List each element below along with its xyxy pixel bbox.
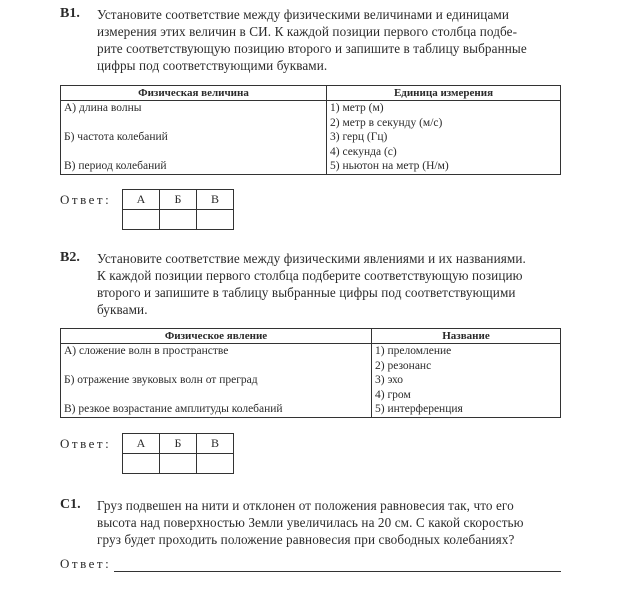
right-item: 1) преломление <box>375 345 452 357</box>
matching-table-b2 <box>60 328 561 418</box>
left-item: Б) частота колебаний <box>64 131 168 143</box>
answer-label-b1: Ответ: <box>60 192 112 207</box>
answer-label-b2: Ответ: <box>60 436 112 451</box>
answer-letter: В <box>197 434 234 454</box>
column-header: Название <box>372 329 561 344</box>
right-item: 1) метр (м) <box>330 102 384 114</box>
right-column-cell <box>327 101 561 175</box>
column-header: Единица измерения <box>327 86 561 101</box>
answer-grid-b1 <box>122 189 234 230</box>
right-item: 3) герц (Гц) <box>330 131 388 143</box>
answer-letter: В <box>197 190 234 210</box>
answer-line-c1[interactable] <box>114 571 561 572</box>
right-column-cell <box>372 344 561 418</box>
right-item: 2) резонанс <box>375 359 432 372</box>
answer-input-cell[interactable] <box>197 210 234 230</box>
question-number-b1: В1. <box>60 6 80 21</box>
left-item: В) резкое возрастание амплитуды колебаний <box>64 403 283 415</box>
left-item <box>64 388 368 403</box>
question-text-line: цифры под соответствующими буквами. <box>97 58 328 73</box>
question-text-b1 <box>97 6 577 74</box>
question-text-line: второго и запишите в таблицу выбранные цифры под соответствующими <box>97 285 516 300</box>
question-text-line: измерения этих величин в СИ. К каждой позиции первого столбца подбе- <box>97 24 518 39</box>
right-item: 5) интерференция <box>375 403 463 415</box>
left-column-cell <box>61 344 372 418</box>
right-item: 2) метр в секунду (м/с) <box>330 116 443 129</box>
answer-grid-b2 <box>122 433 234 474</box>
question-text-line: буквами. <box>97 302 148 317</box>
answer-input-cell[interactable] <box>160 210 197 230</box>
right-item: 4) секунда (с) <box>330 145 397 158</box>
question-text-line: высота над поверхностью Земли увеличилась на 20 см. С какой скоростью <box>97 515 524 530</box>
question-text-line: груз будет проходить положение равновесия при свободных колебаниях? <box>97 532 515 547</box>
answer-input-cell[interactable] <box>123 454 160 474</box>
answer-input-cell[interactable] <box>160 454 197 474</box>
left-item <box>64 359 368 374</box>
matching-table-b1 <box>60 85 561 175</box>
answer-letter: А <box>123 434 160 454</box>
question-text-c1 <box>97 497 577 548</box>
answer-letter: Б <box>160 434 197 454</box>
right-item: 4) гром <box>375 388 411 401</box>
left-item <box>64 145 323 160</box>
question-text-line: рите соответствующую позицию второго и запишите в таблицу выбранные <box>97 41 527 56</box>
right-item: 5) ньютон на метр (Н/м) <box>330 160 449 172</box>
question-text-b2 <box>97 250 577 318</box>
question-number-c1: С1. <box>60 497 81 512</box>
column-header: Физическая величина <box>61 86 327 101</box>
answer-label-c1: Ответ: <box>60 556 112 571</box>
left-item <box>64 116 323 131</box>
column-header: Физическое явление <box>61 329 372 344</box>
question-number-b2: В2. <box>60 250 80 265</box>
answer-letter: Б <box>160 190 197 210</box>
left-item: Б) отражение звуковых волн от преград <box>64 374 258 386</box>
left-item: А) сложение волн в пространстве <box>64 345 229 357</box>
question-text-line: Установите соответствие между физическими явлениями и их названиями. <box>97 251 526 266</box>
answer-input-cell[interactable] <box>197 454 234 474</box>
question-text-line: Груз подвешен на нити и отклонен от положения равновесия так, что его <box>97 498 514 513</box>
answer-input-cell[interactable] <box>123 210 160 230</box>
question-text-line: К каждой позиции первого столбца подберите соответствующую позицию <box>97 268 523 283</box>
question-text-line: Установите соответствие между физическими величинами и единицами <box>97 7 510 22</box>
right-item: 3) эхо <box>375 374 404 386</box>
answer-letter: А <box>123 190 160 210</box>
left-column-cell <box>61 101 327 175</box>
left-item: А) длина волны <box>64 102 142 114</box>
left-item: В) период колебаний <box>64 160 167 172</box>
